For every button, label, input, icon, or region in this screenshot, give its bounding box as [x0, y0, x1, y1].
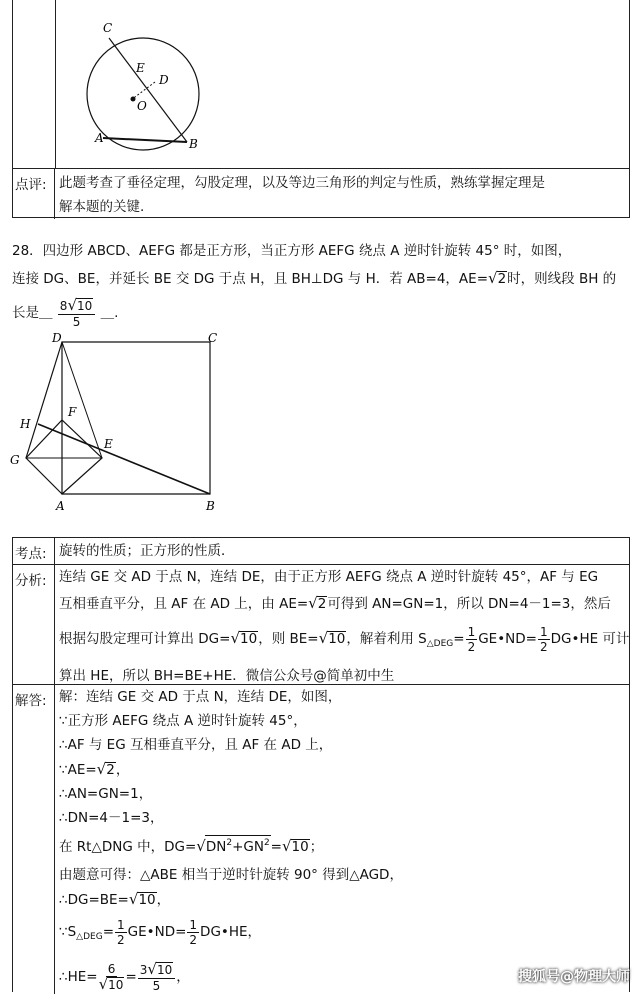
answer-fraction: $\frac{8√10}{5}$ [58, 298, 95, 329]
kaodian-row [13, 538, 629, 564]
solution-table [12, 537, 630, 992]
problem-line-3: 长是＿ $\frac{8√10}{5}$ ＿. [12, 295, 119, 329]
label-a: A [95, 131, 104, 145]
kaodian-text: 旋转的性质；正方形的性质． [59, 543, 235, 559]
jieda-line-1: 解：连结 GE 交 AD 于点 N，连结 DE，如图， [59, 689, 342, 705]
figure-circle [73, 12, 213, 162]
jieda-line-8: 由题意可得：△ABE 相当于逆时针旋转 90° 得到△AGD， [59, 867, 403, 883]
top-left-column [13, 0, 56, 168]
fenxi-line-4: 算出 HE，所以 BH=BE+HE．微信公众号@简单初中生 [59, 668, 395, 684]
label-f2: F [68, 405, 77, 419]
jieda-row [13, 684, 629, 994]
fenxi-row [13, 564, 629, 685]
jieda-line-9: ∴DG=BE=√10， [59, 890, 171, 908]
label-c2: C [208, 331, 218, 345]
pingjia-label: 点评: [13, 169, 55, 219]
pingjia-text [59, 171, 625, 219]
problem-28 [12, 238, 632, 333]
fenxi-line-2: 互相垂直平分，且 AF 在 AD 上，由 AE=√2可得到 AN=GN=1，所以 DN=4－1=3，然后 [59, 594, 611, 612]
kaodian-label: 考点: [13, 538, 55, 564]
watermark: 搜狐号@物理大师 [518, 969, 630, 985]
jieda-label: 解答: [13, 685, 55, 994]
label-e: E [136, 61, 145, 75]
pingjia-line-2: 解本题的关键. [59, 199, 145, 215]
label-g2: G [10, 453, 20, 467]
label-b: B [189, 137, 198, 151]
top-table [12, 0, 630, 218]
problem-line-2: 连接 DG、BE，并延长 BE 交 DG 于点 H，且 BH⊥DG 与 H．若 AB=4，AE=√2时，则线段 BH 的 [12, 269, 617, 287]
label-h2: H [20, 417, 31, 431]
sqrt-2: 2 [497, 271, 507, 287]
pingjia-line-1: 此题考查了垂径定理，勾股定理，以及等边三角形的判定与性质，熟练掌握定理是 [59, 175, 545, 191]
fenxi-line-1: 连结 GE 交 AD 于点 N，连结 DE，由于正方形 AEFG 绕点 A 逆时针旋转 45°，AF 与 EG [59, 569, 599, 585]
problem-line-1: 28．四边形 ABCD、AEFG 都是正方形，当正方形 AEFG 绕点 A 逆时针旋转 45° 时，如图， [12, 243, 572, 259]
label-a2: A [56, 499, 65, 513]
jieda-line-6: ∴DN=4－1=3， [59, 810, 164, 826]
jieda-line-5: ∴AN=GN=1， [59, 786, 153, 802]
figure-squares [6, 330, 226, 520]
fenxi-text [59, 565, 630, 688]
jieda-line-7: 在 Rt△DNG 中，$DG=√DN^2+GN^2=√10$； [59, 837, 324, 855]
jieda-line-11: ∴HE= $\frac{6}{√10}$ = $\frac{3√10}{5}$ ， [59, 959, 190, 993]
label-d: D [159, 73, 169, 87]
fenxi-line-3: 根据勾股定理可计算出 DG=√10，则 BE=√10，解着利用 $S_{\triangle DEG}=$ $\frac{1}{2}$ GE•ND= $\frac{1}{2}$ DG•HE 可计 [59, 624, 630, 654]
label-e2: E [104, 437, 113, 451]
fenxi-label: 分析: [13, 565, 55, 685]
label-d2: D [52, 331, 62, 345]
label-c: C [103, 21, 113, 35]
jieda-line-4: ∵AE=√2， [59, 760, 130, 778]
jieda-text [59, 685, 625, 997]
jieda-line-2: ∵正方形 AEFG 绕点 A 逆时针旋转 45°， [59, 713, 307, 729]
label-o: O [137, 99, 147, 113]
jieda-line-3: ∴AF 与 EG 互相垂直平分，且 AF 在 AD 上， [59, 737, 333, 753]
label-b2: B [206, 499, 215, 513]
jieda-line-10: $\because S_{\triangle DEG}=$ $\frac{1}{2}$ GE•ND= $\frac{1}{2}$ DG•HE， [59, 917, 262, 947]
pingjia-row [13, 168, 629, 219]
